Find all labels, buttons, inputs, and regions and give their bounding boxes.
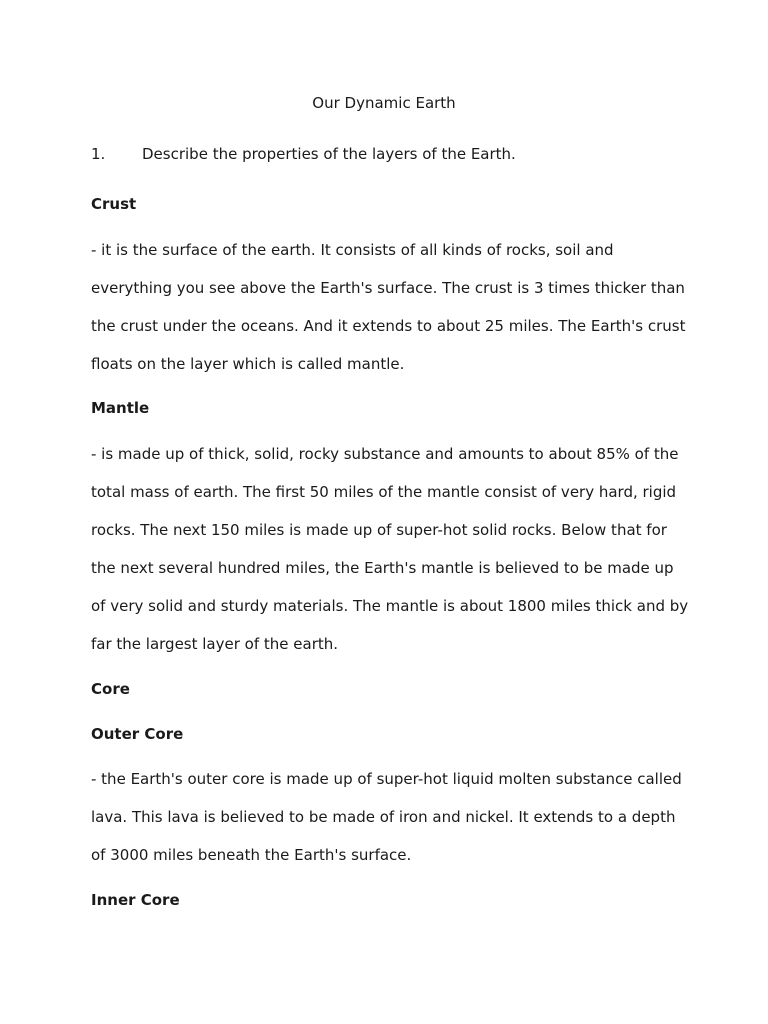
question-number: 1. <box>91 145 106 163</box>
crust-paragraph: - it is the surface of the earth. It consists of all kinds of rocks, soil and everything you see above the Earth's surface. The crust is 3 times thicker than the crust under the oceans. And it extends to about 25 miles. The Earth's crust floats on the layer which is called mantle. <box>91 241 686 373</box>
inner-core-heading: Inner Core <box>91 891 180 909</box>
question-text: Describe the properties of the layers of the Earth. <box>142 145 516 163</box>
outer-core-heading: Outer Core <box>91 725 184 743</box>
mantle-heading: Mantle <box>91 399 150 417</box>
outer-core-paragraph: - the Earth's outer core is made up of super-hot liquid molten substance called lava. This lava is believed to be made of iron and nickel. It extends to a depth of 3000 miles beneath the Earth's surface. <box>91 770 682 864</box>
crust-heading: Crust <box>91 195 137 213</box>
question-item <box>91 144 691 164</box>
core-heading: Core <box>91 680 130 698</box>
document-title: Our Dynamic Earth <box>312 94 456 112</box>
mantle-paragraph: - is made up of thick, solid, rocky substance and amounts to about 85% of the total mass of earth. The first 50 miles of the mantle consist of very hard, rigid rocks. The next 150 miles is made up of super-hot solid rocks. Below that for the next several hundred miles, the Earth's mantle is believed to be made up of very solid and sturdy materials. The mantle is about 1800 miles thick and by far the largest layer of the earth. <box>91 445 689 653</box>
